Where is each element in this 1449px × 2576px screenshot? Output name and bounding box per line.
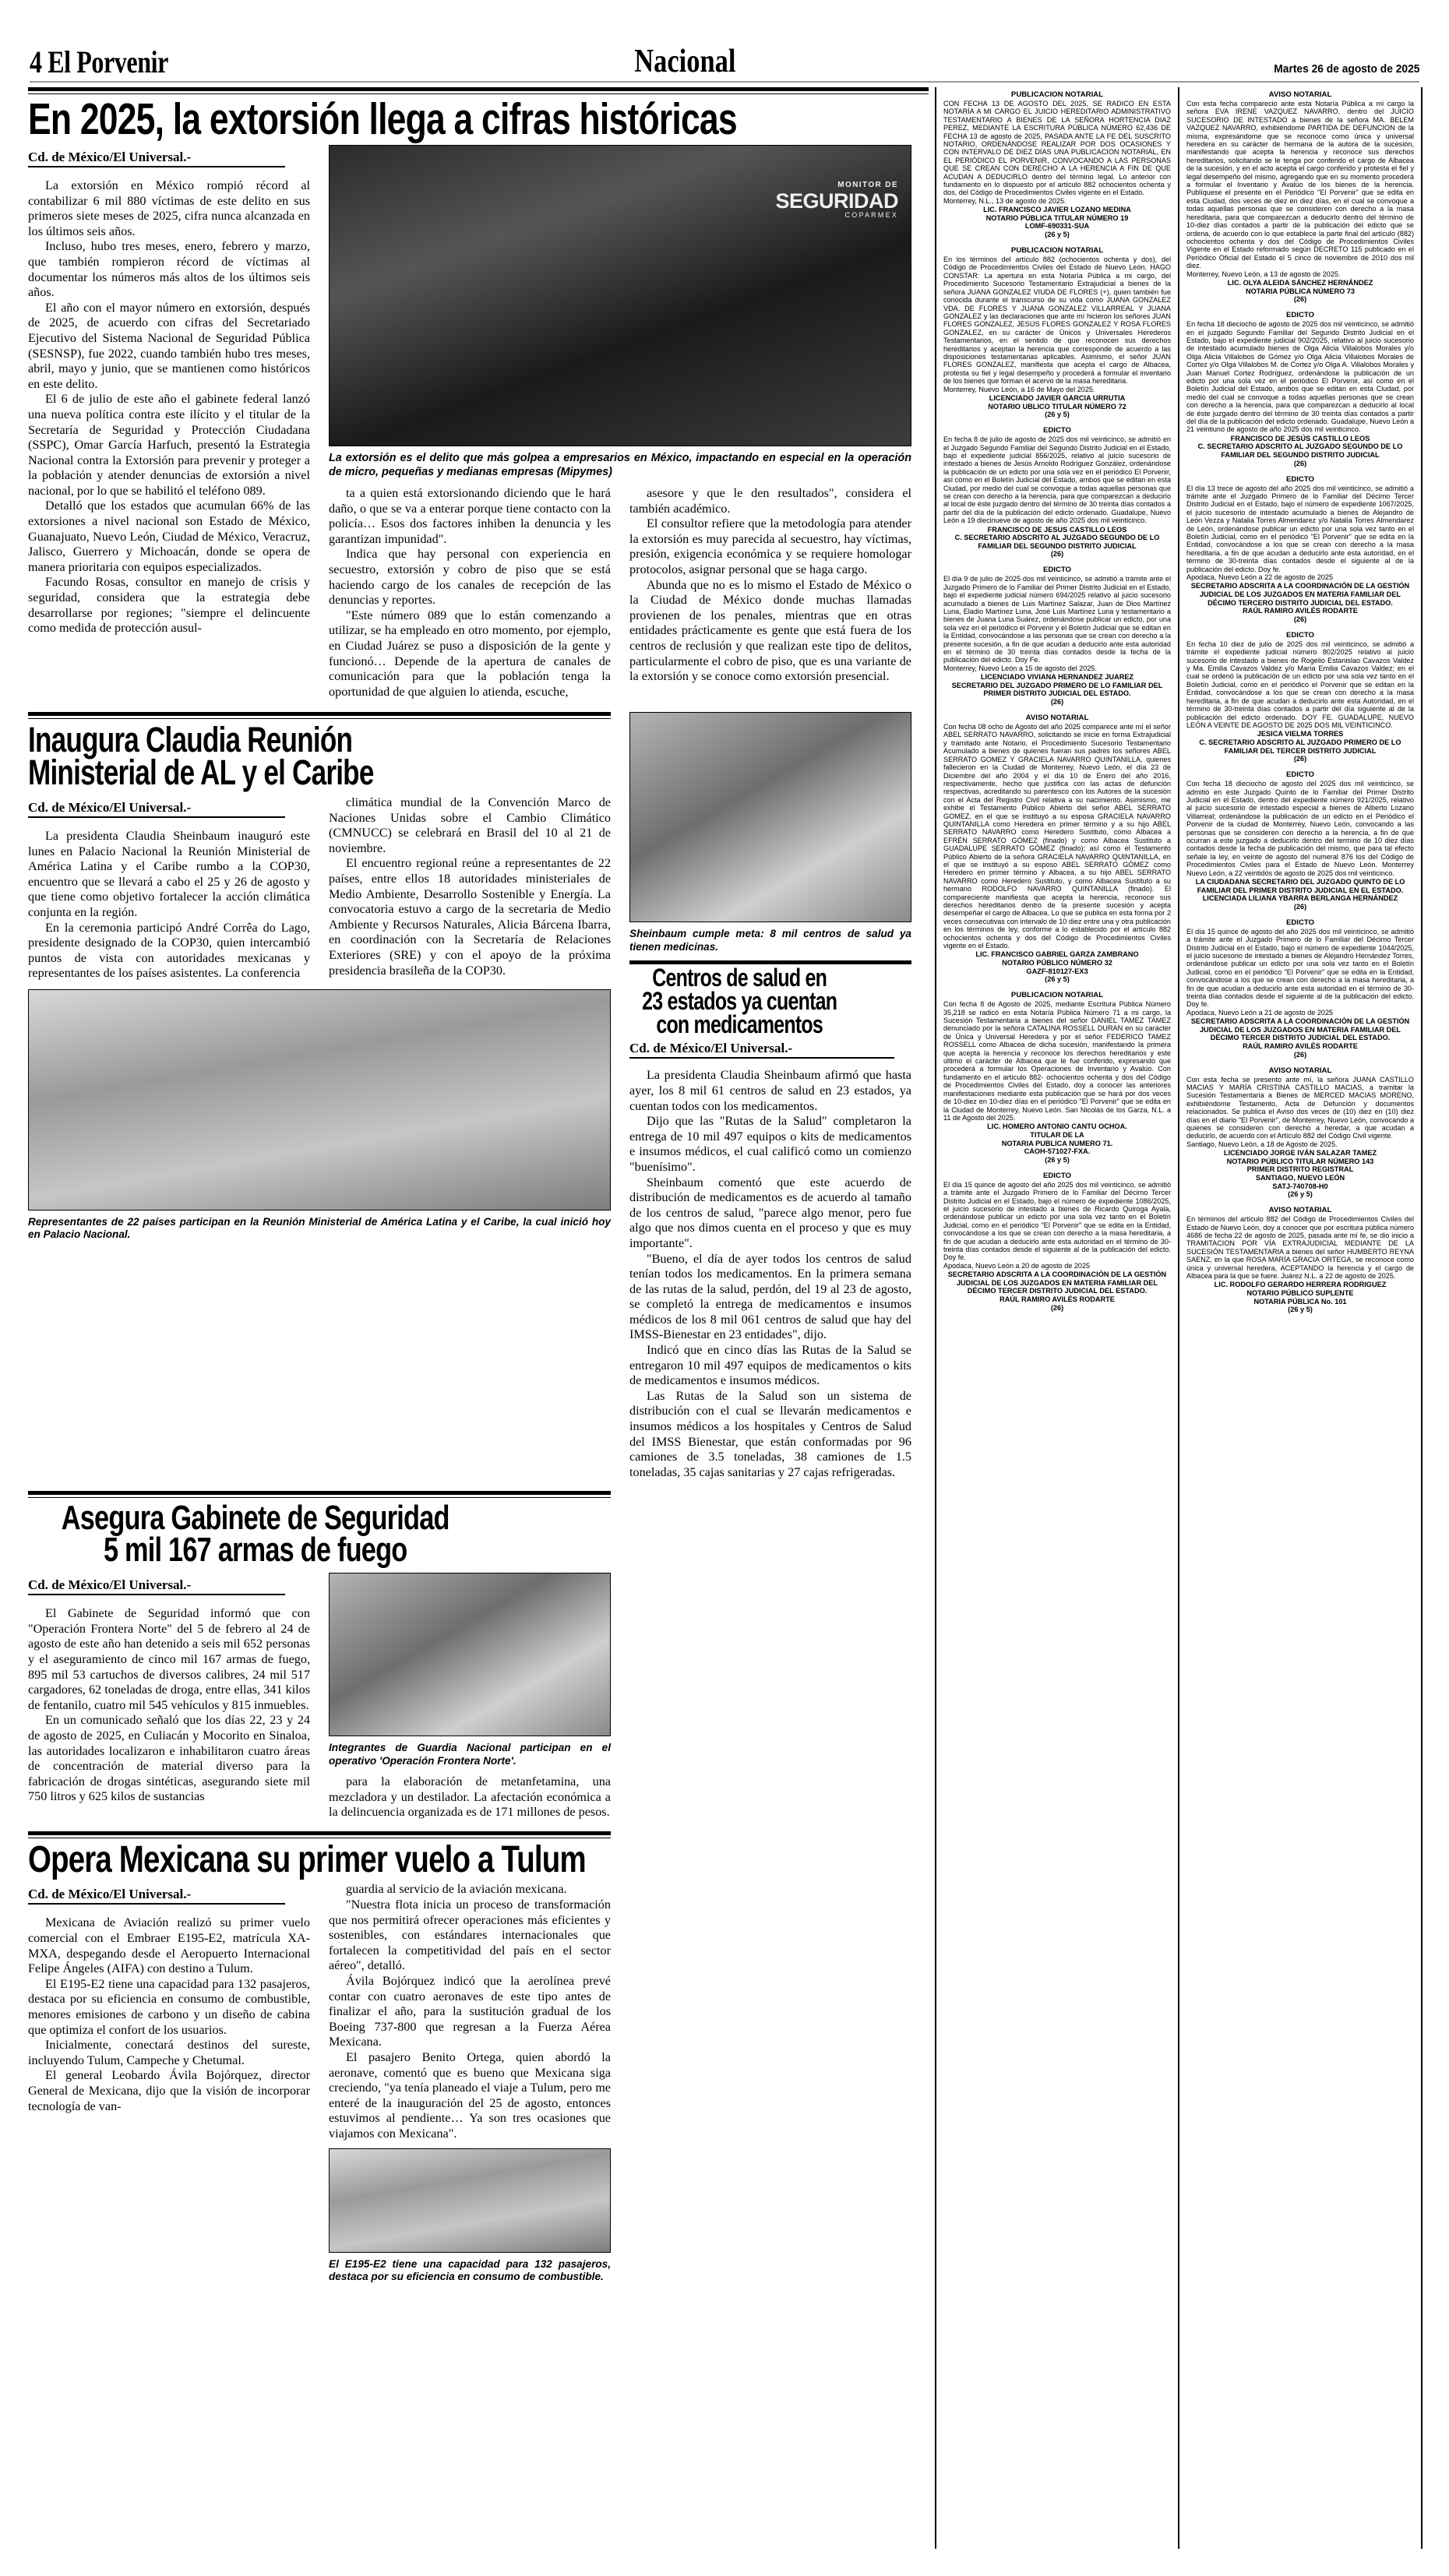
classified-ad-signature: LICENCIADO JORGE IVÁN SALAZAR TAMEZ NOTARIO PÚBLICO TITULAR NÚMERO 143 PRIMER DISTRITO REGISTRAL SANTIAGO, NUEVO LEÓN SATJ-740708-H0 xyxy=(1223,1149,1377,1190)
paragraph: El pasajero Benito Ortega, quien abordó la aeronave, comentó que es bueno que Mexicana siga creciendo, "ya tenía planeado el viaje a Tulum, pero me enteré de la inauguración del 25 de agosto, entonces estuvimos al pendiente… Ya son tres ocasiones que viajamos con Mexicana". xyxy=(329,2049,611,2141)
article-armas-caption: Integrantes de Guardia Nacional participan en el operativo 'Operación Frontera Norte'. xyxy=(329,1742,611,1767)
paragraph: El Gabinete de Seguridad informó que con "Operación Frontera Norte" del 5 de febrero al 24 de agosto de este año han detenido a seis mil 652 personas y el aseguramiento de cinco mil 167 armas de fuego, 895 mil 53 cartuchos de diversos calibres, 24 mil 517 cargadores, 62 toneladas de droga, entre ellas, 341 kilos de fentanilo, cuatro mil 545 vehículos y 815 inmuebles. xyxy=(28,1606,310,1712)
article-salud-caption: Sheinbaum cumple meta: 8 mil centros de salud ya tienen medicinas. xyxy=(629,928,911,953)
article-cop30-col1 xyxy=(28,795,310,981)
article-tulum-col2 xyxy=(329,1882,611,2290)
classified-ad-title: PUBLICACION NOTARIAL xyxy=(1010,246,1104,255)
classified-ad-code: (26 y 5) xyxy=(1288,1306,1313,1314)
paragraph: Ávila Bojórquez indicó que la aerolínea prevé contar con cuatro aeronaves de este tipo antes de finalizar el año, para la sustitución gradual de los Boeing 737-800 que regresan a la Fuerza Aérea Mexicana. xyxy=(329,1974,611,2049)
classified-ad-code: (26 y 5) xyxy=(1045,411,1070,419)
article-tulum-col1 xyxy=(28,1882,310,2290)
paragraph: Dijo que las "Rutas de la Salud" completaron la entrega de 10 mil 497 equipos o kits de medicamentos e insumos médicos, el cual calificó como un comienzo "buenísimo". xyxy=(629,1114,911,1174)
section-rule-thin xyxy=(28,718,611,719)
article-extorsion-col1 xyxy=(28,145,310,700)
photo-overlay-line3: COPARMEX xyxy=(844,210,898,219)
masthead-date: Martes 26 de agosto de 2025 xyxy=(1273,62,1419,76)
section-rule xyxy=(28,1491,611,1495)
classified-ad xyxy=(1186,918,1414,1059)
classified-ad-body: En fecha 18 dieciocho de agosto de 2025 dos mil veinticinco, se admitió en el juzgado Segundo Familiar del Segundo Distrito Judicial en el Estado, bajo el expediente judicial 902/2025, relativo al juicio sucesorio de intestado acumulado bienes de Olga Alicia Villalobos Morales y/o Olga Alicia Villalobos de Gómez y/o Olga Alicia Villalobos Morales de Cortez y/o Olga Villalobos M. de Cortez y/o Olga A. Villalobos Morales y Juan Manuel Cortez Rodríguez, ordenándose la publicación de un edicto por una sola vez en el periódico El Porvenir, así como en el Boletín Judicial del Estado, ambos que se editan en esta Ciudad, por medio del cual se convoque a todas aquellas personas que se crean con derecho a la herencia, para que comparezcan a deducirlo al local de éste juzgado dentro del término de 30 treinta días contados a partir del día de la publicación del edicto ordenado. Guadalupe, Nuevo León a 21 veintiuno de agosto de año 2025 dos mil veinticinco. xyxy=(1186,320,1414,434)
article-armas-headline-line2: 5 mil 167 armas de fuego xyxy=(103,1531,407,1570)
classified-ad-body: Con esta fecha se presento ante mí, la señora JUANA CASTILLO MACIAS Y MARÍA CRISTINA CASTILLO MACIAS, a tramitar la Sucesión Testamentaria a Bienes de MERCED MACIAS MORENO, exhibiéndome Testamento, Acta de Defunción y documentos relacionados. Se publica el Aviso dos veces de (10) diez en (10) diez días en el diario "El Porvenir", de Monterrey, Nuevo León, convocando a quienes se consideren con derecho a heredar, a que acudan a deducirlo, de acuerdo con el Artículo 882 del Código Civil vigente. xyxy=(1186,1075,1414,1140)
classified-ad-signature: SECRETARIO ADSCRITA A LA COORDINACIÓN DE LA GESTIÓN JUDICIAL DE LOS JUZGADOS EN MATERIA FAMILIAR DEL DÉCIMO TERCER DISTRITO JUDICIAL DEL ESTADO. RAÚL RAMIRO AVILÉS RODARTE xyxy=(947,1270,1167,1303)
article-extorsion-byline: Cd. de México/El Universal.- xyxy=(28,150,285,167)
paragraph: "Este número 089 que lo están comenzando a utilizar, se ha empleado en otro momento, por ejemplo, en Ciudad Juárez se puso a disposición de la gente y funcionó… Depende de la apertura de canales de comunicación para que la población tenga la oportunidad de que alguien lo atienda, escuche, xyxy=(329,608,611,699)
article-cop30-headline-line2: Ministerial de AL y el Caribe xyxy=(28,752,374,793)
article-tulum-photo xyxy=(329,2148,611,2253)
article-tulum-byline: Cd. de México/El Universal.- xyxy=(28,1887,285,1905)
paragraph: El E195-E2 tiene una capacidad para 132 pasajeros, destaca por su eficiencia en consumo de combustible, menores emisiones de carbono y un diseño de cabina que optimiza el confort de los usuarios. xyxy=(28,1976,310,2037)
paragraph: Facundo Rosas, consultor en manejo de crisis y seguridad, considera que la estrategia debe desarrollarse por regiones; "siempre el delincuente como medida de protección ausul- xyxy=(28,575,310,636)
article-salud-headline-line2: 23 estados ya cuentan xyxy=(642,986,837,1015)
article-cop30-col2 xyxy=(329,795,611,981)
classified-ad-place-date: Apodaca, Nuevo León a 20 de agosto de 2025 xyxy=(943,1261,1091,1270)
article-armas-col2 xyxy=(329,1573,611,1820)
classified-ad xyxy=(1186,311,1414,467)
photo-overlay-line1: MONITOR DE xyxy=(837,181,898,189)
section-rule xyxy=(28,87,929,91)
classified-ad-body: En los términos del artículo 882 (ochocientos ochenta y dos), del Código de Procedimientos Civiles del Estado de Nuevo León, HAGO CONSTAR: La apertura en esta Notaría Pública a mi cargo, del Procedimiento Sucesorio Testamentario Extrajudicial a bienes de la señora JUANA GONZALEZ VIUDA DE FLORES (+), quien también fue conocida durante el transcurso de su vida como JUANA GONZALEZ VDA. DE FLORES Y JUANA GONZALEZ VILLARREAL Y JUANA GONZALEZ y las declaraciones que ante mí hicieron los señores JUAN FLORES GONZALEZ, JESUS FLORES GONZALEZ Y ROSA FLORES GONZALEZ, en su carácter de Únicos y Universales Herederos Testamentarios, en el sentido de que reconocen sus derechos hereditarios y aceptan la herencia que corresponde de acuerdo a las disposiciones testamentarias aplicables. Asimismo, el señor JUAN FLORES GONZALEZ, manifiesta que acepta el cargo de Albacea, protesta su fiel y legal desempeño y procederá a formular el inventario de los bienes que forman el acervo de la masa hereditaria. xyxy=(943,255,1171,386)
article-extorsion-col2 xyxy=(329,486,611,700)
paragraph: Incluso, hubo tres meses, enero, febrero y marzo, que también rompieron récord de víctimas al documentar los números más altos de los últimos seis años. xyxy=(28,239,310,300)
paragraph: La extorsión en México rompió récord al contabilizar 6 mil 880 víctimas de este delito en sus primeros siete meses de 2025, cifra nunca alcanzada en los últimos seis años. xyxy=(28,178,310,238)
classified-ad-place-date: Monterrey, Nuevo León, a 16 de Mayo del 2025. xyxy=(943,385,1095,393)
classified-ad-body: El día 13 trece de agosto del año 2025 dos mil veinticinco, se admitió a trámite ante el Juzgado Primero de lo Familiar del Décimo Tercer Distrito Judicial en el Estado, bajo el número de expediente 1067/2025, el juicio sucesorio de intestado acumulado a bienes de Alejandro de León Vezza y Natalia Torres Almendarez y/o Natalia Torres Almendarez de León, ordenándose publicar un edicto por una sola vez tanto en el Boletín Judicial, como en el periódico "El Porvenir" que se edita en la Entidad, convocándose a los que se crean con derecho a la masa hereditaria, a fin de que acudan a deducirlo ante esta autoridad, en el término de 30-treinta días contados desde el siguiente al de la publicación del edicto. Doy fe. xyxy=(1186,484,1414,573)
masthead-divider xyxy=(30,81,1419,83)
classified-ad-code: (26 y 5) xyxy=(1045,231,1070,239)
article-cop30 xyxy=(28,712,611,1480)
paragraph: La presidenta Claudia Sheinbaum inauguró este lunes en Palacio Nacional la Reunión Ministerial de América Latina y el Caribe rumbo a la COP30, encuentro que se llevará a cabo el 25 y 26 de agosto y que tiene como objetivo fortalecer la acción climática conjunta en la región. xyxy=(28,829,310,919)
classified-ad-title: EDICTO xyxy=(1285,918,1315,927)
paragraph: Abunda que no es lo mismo el Estado de México o la Ciudad de México donde muchas llamadas provienen de los penales, mientras que en otras entidades prácticamente es gente que está fuera de los centros de reclusión y que realizan este tipo de delitos, particularmente el cobro de piso, que es una variante de la extorsión y se conoce como extorsión presencial. xyxy=(629,577,911,684)
article-cop30-byline: Cd. de México/El Universal.- xyxy=(28,800,285,818)
classified-ad-body: En términos del artículo 882 del Código de Procedimientos Civiles del Estado de Nuevo León, doy a conocer que por escritura pública número 4686 de fecha 22 de agosto de 2025, pasada ante mí fe, se dio inicio a TRAMITACION POR VÍA EXTRAJUDICIAL MEDIANTE DE LA SUCESIÓN TESTAMENTARIA a bienes del señor HUMBERTO REYNA SAENZ, en la que ROSA MARÍA GRACIA ORTEGA, se reconoce como única y universal heredera, ACEPTANDO la herencia y el cargo de Albacea para la que se fuere. Juárez N.L. a 22 de agosto de 2025. xyxy=(1186,1215,1414,1281)
classified-ad-body: Con esta fecha comparecio ante esta Notaría Pública a mi cargo la señora EVA IRENE VAZQUEZ NAVARRO, dentro del JUICIO SUCESORIO DE INTESTADO a bienes de la señora MA. BELEM VAZQUEZ NAVARRO, exhibiéndome PARTIDA DE DEFUNCION de la misma, expresándome que se reconoce como única y universal heredera en su carácter de hermana de la autora de la sucesión, manifestando que acepta la herencia y reconoce sus derechos hereditarios, solicitando se le tenga por conferido el cargo de Albacea de la sucesión, y en el acto acepta el cargo conferido y protesta el fiel y legal desempeño del mismo, agregando que en su momento procederá a formular el Inventario y Avalúo de los bienes de la herencia. Publíquese el presente en el Periódico "El Porvenir" que se edita en esta Ciudad, dos veces de diez en diez días, en el cual se convoque a todas aquellas personas que se consideren con derecho a la masa hereditaria, para que comparezcan a deducirlo dentro del término de 10-diez días contados a partir de la publicación del edicto que se ordena, de acuerdo con lo que establece la parte final del artículo (882) ochocientos ochenta y dos del Código de Procedimientos Civiles Vigente en el Estado reformado según DECRETO 115 publicado en el Periódico Oficial del Estado el 5 cinco de noviembre de 2010 dos mil diez. xyxy=(1186,100,1414,270)
classified-ads-column-1 xyxy=(935,87,1178,2549)
classified-ad-title: EDICTO xyxy=(1042,1171,1072,1180)
article-salud-byline: Cd. de México/El Universal.- xyxy=(629,1041,894,1059)
article-armas xyxy=(28,1491,611,1820)
classified-ad xyxy=(943,426,1171,559)
paragraph: climática mundial de la Convención Marco de Naciones Unidas sobre el Cambio Climático (CMNUCC) se celebrará en Brasil del 10 al 21 de noviembre. xyxy=(329,795,611,855)
classified-ad-title: PUBLICACION NOTARIAL xyxy=(1010,90,1104,99)
section-rule xyxy=(28,1831,611,1835)
classified-ad-title: AVISO NOTARIAL xyxy=(1268,90,1332,99)
classified-ad-code: (26) xyxy=(1293,459,1307,467)
classified-ad-body: El día 9 de julio de 2025 dos mil veinticinco, se admitió a trámite ante el Juzgado Primero de lo Familiar del Primer Distrito Judicial en el Estado, bajo el expediente judicial número 694/2025 relativo al juicio sucesorio acumulado a bienes de Luis Martínez Salazar, Juan de Dios Martínez Luna, Eladio Martínez Luna, José Luis Martínez Luna y testamentario a bienes de Juana Luna Suárez, ordenándose publicar un edicto, por una sola vez en el periódico el Porvenir y el Boletín Judicial que se editan en la Entidad, convocándose a las personas que se crean con derecho a la presente sucesión, a fin de que acudan a deducirlo ante esta autoridad en el término de 30 treinta días contados desde la fecha de la publicación del edicto. Doy Fe. xyxy=(943,575,1171,664)
classified-ad xyxy=(943,714,1171,984)
classified-ad-title: EDICTO xyxy=(1285,630,1315,640)
photo-overlay-caption xyxy=(775,181,898,219)
classified-ad-code: (26) xyxy=(1293,755,1307,763)
classified-ad xyxy=(943,90,1171,239)
classified-ad-place-date: Santiago, Nuevo León, a 18 de Agosto de 2025. xyxy=(1186,1140,1338,1148)
classified-ads-zone xyxy=(935,87,1423,2549)
classified-ad-code: (26) xyxy=(1050,698,1064,707)
paragraph: El encuentro regional reúne a representantes de 22 países, entre ellos 18 autoridades ministeriales de Medio Ambiente, Desarrollo Sostenible y Energía. La convocatoria estuvo a cargo de la secretaria de Medio Ambiente y Recursos Naturales, Alicia Bárcena Ibarra, en coordinación con la Secretaría de Relaciones Exteriores (SRE) y con el apoyo de la próxima presidencia brasileña de la COP30. xyxy=(329,856,611,978)
classified-ad xyxy=(943,246,1171,419)
article-extorsion-caption: La extorsión es el delito que más golpea a empresarios en México, impactando en especial en la operación de micro, pequeñas y medianas empresas (Mipymes) xyxy=(329,452,911,478)
paragraph: Inicialmente, conectará destinos del sureste, incluyendo Tulum, Campeche y Chetumal. xyxy=(28,2038,310,2067)
paragraph: Las Rutas de la Salud son un sistema de distribución con el cual se llevarán medicamentos e insumos médicos a los hospitales y Centros de Salud del IMSS Bienestar, que están conformadas por 96 camiones de 3.5 toneladas, 38 camiones de 1.5 toneladas, 35 cajas sanitarias y 27 cajas refrigeradas. xyxy=(629,1388,911,1479)
article-cop30-headline-line1: Inaugura Claudia Reunión xyxy=(28,720,353,760)
classified-ad-title: EDICTO xyxy=(1042,566,1072,575)
classified-ad xyxy=(943,1172,1171,1313)
paragraph: El general Leobardo Ávila Bojórquez, director General de Mexicana, dijo que la visión de incorporar tecnología de van- xyxy=(28,2068,310,2113)
article-extorsion xyxy=(28,87,929,700)
classified-ad-title: EDICTO xyxy=(1285,474,1315,484)
photo-overlay-line2: SEGURIDAD xyxy=(775,189,898,213)
paragraph: El 6 de julio de este año el gabinete federal lanzó una nueva política contra este ilícito y el titular de la Secretaría de Seguridad y Protección Ciudadana (SSPC), Omar García Harfuch, presentó la Estrategia Nacional contra la Extorsión para prevenir y proteger a la población y atender denuncias de extorsión a nivel nacional, por lo que se habilitó el teléfono 089. xyxy=(28,392,310,498)
article-armas-byline: Cd. de México/El Universal.- xyxy=(28,1577,285,1595)
classified-ad-signature: LA CIUDADANA SECRETARIO DEL JUZGADO QUINTO DE LO FAMILIAR DEL PRIMER DISTRITO JUDICIAL EN EL ESTADO. LICENCIADA LILIANA YBARRA BERLANGA HERNÁNDEZ xyxy=(1195,877,1405,903)
classified-ad xyxy=(1186,475,1414,624)
classified-ad xyxy=(1186,631,1414,763)
classified-ad-signature: LICENCIADO VIVIANA HERNANDEZ JUAREZ SECRETARIO DEL JUZGADO PRIMERO DE LO FAMILIAR DEL PRIMER DISTRITO JUDICIAL DEL ESTADO. xyxy=(951,673,1163,698)
paragraph: asesore y que le den resultados", considera el también académico. xyxy=(629,486,911,516)
classified-ad-signature: SECRETARIO ADSCRITA A LA COORDINACIÓN DE LA GESTIÓN JUDICIAL DE LOS JUZGADOS EN MATERIA FAMILIAR DEL DÉCIMO TERCER DISTRITO JUDICIAL DEL ESTADO. RAÚL RAMIRO AVILÉS RODARTE xyxy=(1190,1017,1410,1050)
paragraph: Detalló que los estados que acumulan 66% de las extorsiones a nivel nacional son Estado de México, Guanajuato, Nuevo León, Ciudad de México, Veracruz, Jalisco, Guerrero y Michoacán, donde se opera de manera prioritaria con equipos especializados. xyxy=(28,499,310,574)
classified-ad-code: (26) xyxy=(1293,295,1307,304)
classified-ad xyxy=(1186,1066,1414,1200)
section-rule-thin xyxy=(28,1497,611,1498)
paragraph: ta a quien está extorsionando diciendo que le hará daño, o que se va a enterar porque tiene contacto con la policía… Esos dos factores inhiben la denuncia y les garantizan impunidad". xyxy=(329,486,611,546)
classified-ad-code: (26 y 5) xyxy=(1045,975,1070,984)
classified-ad-place-date: Monterrey, Nuevo León, a 13 de agosto de 2025. xyxy=(1186,270,1341,278)
classified-ad xyxy=(1186,1206,1414,1314)
classified-ad-signature: LICENCIADO JAVIER GARCIA URRUTIA NOTARIO UBLICO TITULAR NÚMERO 72 xyxy=(988,393,1126,411)
paragraph: "Nuestra flota inicia un proceso de transformación que nos permitirá ofrecer operaciones más eficientes y sostenibles, con estándares internacionales que fortalecen la competitividad del país en el sector aéreo", detalló. xyxy=(329,1898,611,1973)
classified-ad-code: (26 y 5) xyxy=(1045,1155,1070,1164)
classified-ad-place-date: Apodaca, Nuevo León a 21 de agosto de 2025 xyxy=(1186,1008,1334,1017)
masthead xyxy=(30,33,1419,78)
paragraph: El consultor refiere que la metodología para atender la extorsión es muy parecida al secuestro, hay víctimas, presión, exigencia económica y se requiere homologar protocolos, asignar personal que se haga cargo. xyxy=(629,516,911,576)
classified-ad-place-date: Monterrey, Nuevo León a 15 de agosto del 2025. xyxy=(943,664,1097,672)
classified-ad-code: (26) xyxy=(1050,1303,1064,1312)
paragraph: "Bueno, el día de ayer todos los centros de salud tenían todos los medicamentos. En la primera semana de las rutas de la salud, perdón, del 19 al 23 de agosto, se completó la entrega de medicamentos e insumos médicos de los 8 mil 061 centros de salud que hay del IMSS-Bienestar en 23 entidades", dijo. xyxy=(629,1251,911,1342)
classified-ad-signature: SECRETARIO ADSCRITA A LA COORDINACIÓN DE LA GESTIÓN JUDICIAL DE LOS JUZGADOS EN MATERIA FAMILIAR DEL DÉCIMO TERCERO DISTRITO JUDICIAL DEL ESTADO. RAÚL RAMIRO AVILÉS RODARTE xyxy=(1190,582,1410,615)
masthead-section-title: Nacional xyxy=(634,44,736,79)
article-extorsion-headline: En 2025, la extorsión llega a cifras históricas xyxy=(28,94,737,144)
paragraph: para la elaboración de metanfetamina, una mezcladora y un destilador. La afectación económica a la delincuencia organizada es de 171 millones de pesos. xyxy=(329,1774,611,1820)
paragraph: Sheinbaum comentó que este acuerdo de distribución de medicamentos es de acuerdo al tamaño de los centros de salud, "parece algo menor, pero fue algo que nos dimos cuenta en el proceso y que es muy importante". xyxy=(629,1175,911,1250)
classified-ad-title: EDICTO xyxy=(1285,770,1315,780)
article-armas-headline-line1: Asegura Gabinete de Seguridad xyxy=(61,1499,450,1538)
classified-ad-title: PUBLICACION NOTARIAL xyxy=(1010,991,1104,1000)
classified-ad xyxy=(1186,770,1414,911)
paragraph: guardia al servicio de la aviación mexicana. xyxy=(346,1882,567,1897)
article-salud-headline-line3: con medicamentos xyxy=(656,1010,823,1038)
classified-ad-title: EDICTO xyxy=(1285,311,1315,320)
classified-ad-signature: LIC. FRANCISCO JAVIER LOZANO MEDINA NOTARIO PÚBLICA TITULAR NÚMERO 19 LOMF-690331-SUA xyxy=(983,206,1131,231)
classified-ad-code: (26 y 5) xyxy=(1288,1190,1313,1199)
paragraph: Indica que hay personal con experiencia en secuestro, extorsión y cobro de piso que se está haciendo cargo de los canales de recepción de las denuncias y reportes. xyxy=(329,547,611,608)
article-tulum-headline: Opera Mexicana su primer vuelo a Tulum xyxy=(28,1838,586,1880)
classified-ad-signature: LIC. FRANCISCO GABRIEL GARZA ZAMBRANO NOTARIO PÚBLICO NÚMERO 32 GAZF-810127-EX3 xyxy=(975,950,1139,975)
classified-ad-body: El día 15 quince de agosto del año 2025 dos mil veinticinco, se admitió a trámite ante el Juzgado Primero de lo Familiar del Décimo Tercer Distrito Judicial en el Estado, bajo el número de expediente 1086/2025, el juicio sucesorio de intestado a bienes de Ricardo Quiroga Ayala, ordenándose publicar un edicto por una sola vez tanto en el Boletín Judicial, como en el periódico "El Porvenir" que se edita en la Entidad, convocándose a los que se crean con derecho a la masa hereditaria, a fin de que acudan a deducirlo ante esta autoridad en el término de 30-treinta días contados desde el siguiente al de la publicación del edicto. Doy fe. xyxy=(943,1180,1171,1262)
classified-ad-place-date: Apodaca, Nuevo León a 22 de agosto de 2025 xyxy=(1186,573,1334,582)
classified-ad-body: El día 15 quince de agosto del año 2025 dos mil veinticinco, se admitió a trámite ante el Juzgado Primero de lo Familiar del Décimo Tercer Distrito Judicial en el Estado, bajo el número de expediente 1044/2025, el juicio sucesorio de intestado a bienes de Alejandro Hernández Torres, ordenándose publicar un edicto por una sola vez tanto en el Boletín Judicial, como en el periódico "El Porvenir" que se edita en la Entidad, convocándose a los que se crean con derecho a la masa hereditaria, a fin de que acudan a deducirlo ante esta autoridad en el término de 30-treinta días contados desde el siguiente al de la publicación del edicto. Doy fe. xyxy=(1186,927,1414,1009)
classified-ad-body: Con fecha 18 dieciocho de agosto del 2025 dos mil veinticinco, se admitió en este Juzgado Quinto de lo Familiar del Primer Distrito Judicial en el Estado, dentro del expediente número 921/2025, relativo al juicio sucesorio de intestado especial a bienes de Alberto Lozano Villarreal; ordenándose la publicación de un edicto en el Periódico el Porvenir de la ciudad de Monterrey, Nuevo León, convocando a las personas que se consideren con derecho a la herencia, a fin de que ocurran a este juzgado a deducirlo dentro del termino de 10 diez días contados desde la fecha de publicación del mismo, que para tal efecto señale la ley, en veinte de agosto del numeral 876 los del Código de Procedimientos Civiles para el Estado de Nuevo León. Monterrey Nuevo León, a 22 veintidós de agosto de 2025 dos mil veinticinco. xyxy=(1186,780,1414,877)
classified-ad-signature: FRANCISCO DE JESUS CASTILLO LEOS C. SECRETARIO ADSCRITO AL JUZGADO SEGUNDO DE LO FAMILIAR DEL SEGUNDO DISTRITO JUDICIAL xyxy=(954,525,1160,550)
article-tulum xyxy=(28,1831,611,2291)
paragraph: Indicó que en cinco días las Rutas de la Salud se entregaron 10 mil 497 equipos de medicamentos o kits de medicamentos e insumos médicos. xyxy=(629,1343,911,1388)
classified-ad-title: AVISO NOTARIAL xyxy=(1268,1206,1332,1215)
masthead-paper-name: 4 El Porvenir xyxy=(30,44,168,79)
section-rule xyxy=(28,712,611,716)
article-tulum-caption: El E195-E2 tiene una capacidad para 132 pasajeros, destaca por su eficiencia en consumo de combustible. xyxy=(329,2257,611,2282)
classified-ad-code: (26) xyxy=(1050,550,1064,559)
article-salud-photo xyxy=(629,712,911,922)
classified-ad-title: EDICTO xyxy=(1042,426,1072,435)
classified-ad-title: AVISO NOTARIAL xyxy=(1025,714,1089,723)
article-armas-photo xyxy=(329,1573,611,1736)
classified-ad-signature: LIC. RODOLFO GERARDO HERRERA RODRIGUEZ NOTARIO PÚBLICO SUPLENTE NOTARIA PÚBLICA No. 101 xyxy=(1214,1281,1387,1306)
classified-ad-signature: JESICA VIELMA TORRES C. SECRETARIO ADSCRITO AL JUZGADO PRIMERO DE LO FAMILIAR DEL TERCER DISTRITO JUDICIAL xyxy=(1199,730,1401,755)
classified-ad-code: (26) xyxy=(1293,902,1307,911)
classified-ad xyxy=(1186,90,1414,304)
classified-ad-body: Con fecha 8 de Agosto de 2025, mediante Escritura Pública Número 35,218 se radicó en esta Notaría Pública Número 71 a mi cargo, la Sucesión Testamentaria a bienes del señor DANIEL TAMEZ TAMEZ denunciado por la señora CATALINA ROSSELL DURAN en su carácter de Única y Universal Heredera y por el señor FEDERICO TAMEZ ROSSELL como Albacea de dicha sucesión, manifestando la primera que acepta la herencia y reconoce los derechos hereditarios y este último el carácter de Albacea que le fue conferido, expresando que procederá a formular los Operaciones de Inventario y Avalúo. Con fundamento en el artículo 882- ochocientos ochenta y dos del Código de Procedimientos Civiles del Estado, doy a conocer las anteriores manifestaciones mediante esta publicación que se hará por dos veces de 10-diez en 10-diez días en el periódico "El Porvenir" que se edita en la Ciudad de Monterrey, Nuevo León. San Nicolás de los Garza, N.L. a 11 de Agosto del 2025. xyxy=(943,1000,1171,1122)
classified-ads-column-2 xyxy=(1178,87,1421,2549)
classified-ad xyxy=(943,991,1171,1164)
classified-ad-body: CON FECHA 13 DE AGOSTO DEL 2025, SE RADICO EN ESTA NOTARÍA A MI CARGO EL JUICIO HEREDITARIO ADMINISTRATIVO TESTAMENTARIO A BIENES DE LA SEÑORA HORTENCIA DIAZ PEREZ, MEDIANTE LA ESCRITURA PÚBLICA NÚMERO 62,436 DE FECHA 13 de agosto de 2025, PASADA ANTE LA FE DEL SUSCRITO NOTARIO, ORDENÁNDOSE REALIZAR POR DOS OCASIONES Y CON INTERVALO DE DIEZ DÍAS UNA PUBLICACION NOTARIAL, EN EL PERIÓDICO EL PORVENIR, CONVOCANDO A LAS PERSONAS QUE SE CREAN CON DERECHO A LA HERENCIA A FIN DE QUE ACUDAN A DEDUCIRLO dentro del término legal. Lo anterior con fundamento en lo dispuesto por el artículo 882 ochocientos ochenta y dos, del Código de Procedimientos Civiles vigente en el Estado. xyxy=(943,100,1171,197)
paragraph: Mexicana de Aviación realizó su primer vuelo comercial con el Embraer E195-E2, matrícula XA-MXA, despegando desde el Aeropuerto Internacional Felipe Ángeles (AIFA) con destino a Tulum. xyxy=(28,1915,310,1976)
editorial-zone xyxy=(28,87,929,2549)
classified-ad-body: En fecha 8 de julio de agosto de 2025 dos mil veinticinco, se admitió en el Juzgado Segundo Familiar del Segundo Distrito Judicial en el Estado, bajo el expediente judicial 856/2025, relativo al juicio sucesorio de intestado a bienes de Jesús Arnoldo Rodríguez González, ordenándose la publicación de un edicto por una sola vez en el periódico El Porvenir, así como en el Boletín Judicial del Estado, ambos que se editan en esta Ciudad, por medio del cual se convoque a todas aquellas personas que se crean con derecho a la herencia, para que comparezcan a deducirlo al local de éste juzgado dentro del término de 30 treinta días contados a partir del día de la publicación del edicto ordenado. Guadalupe, Nuevo León a 19 diecinueve de agosto de año 2025 dos mil veinticinco. xyxy=(943,435,1171,525)
paragraph: En la ceremonia participó André Corrêa do Lago, presidente designado de la COP30, quien intercambió puntos de vista con autoridades mexicanas y representantes de los países asistentes. La conferencia xyxy=(28,920,310,981)
classified-ad-place-date: Monterrey, N.L., 13 de agosto de 2025. xyxy=(943,196,1066,205)
article-extorsion-photo xyxy=(329,145,911,446)
classified-ad-signature: LIC. HOMERO ANTONIO CANTU OCHOA. TITULAR DE LA NOTARIA PUBLICA NUMERO 71. CAOH-571027-FXA. xyxy=(987,1122,1127,1156)
classified-ad-body: Con fecha 08 ocho de Agosto del año 2025 comparece ante mí el señor ABEL SERRATO NAVARRO, solicitando se inicie en forma Extrajudicial y tramitado ante Notario, el Procedimiento Sucesorio Testamentario Acumulado a bienes de quienes fueran sus padres los señores ABEL SERRATO GOMEZ Y GRACIELA NAVARRO QUINTANILLA, quienes fallecieron en la Ciudad de Monterrey, Nuevo León, el día 23 de Diciembre del año 2004 y el día 10 de Enero del año 2016, respectivamente, hecho que justifica con las actas de defunción respectivas, acreditando su parentesco con los Autores de la sucesión con el Acta del Registro Civil relativa a su nacimiento. Asimismo, me exhibe el Testamento Público Abierto del señor ABEL SERRATO GOMEZ, en el que se instituyó a su esposa GRACIELA NAVARRO QUINTANILLA como Heredera en primer término y a su hijo ABEL SERRATO NAVARRO como Heredero Sustituto, como Albacea a EFRÉN SERRATO GÓMEZ (finado) y como Albacea Sustituto a GUADALUPE SERRATO GÓMEZ (finado); así como el Testamento Público Abierto de la señora GRACIELA NAVARRO QUINTANILLA, en el que se instituyó a su esposo ABEL SERRATO GÓMEZ como Heredero en primer término y Albacea, a su hijo ABEL SERRATO NAVARRO como Heredero Sustituto, y como Albacea Sustituto a su hermano RODOLFO NAVARRO QUINTANILLA (finado). El compareciente manifiesta que acepta la herencia, reconoce sus derechos hereditarios dentro de la presente sucesión y acepta desempeñar el cargo de Albacea. Lo que se publica en esta forma por 2 veces consecutivas con intervalo de 10 diez entre una y otra publicación en los términos de ley, conforme a lo establecido por el artículo 882 ochocientos ochenta y dos del Código de Procedimientos Civiles vigente en el Estado. xyxy=(943,723,1171,950)
article-cop30-photo xyxy=(28,989,611,1210)
classified-ad-signature: LIC. OLYA ALEIDA SÁNCHEZ HERNÁNDEZ NOTARIA PÚBLICA NÚMERO 73 xyxy=(1227,278,1373,295)
paragraph: En un comunicado señaló que los días 22, 23 y 24 de agosto de 2025, en Culiacán y Mocorito en Sinaloa, las autoridades localizaron e inhabilitaron cuatro áreas de concentración de material diverso para la fabricación de drogas sintéticas, asegurando siete mil 750 litros y 625 kilos de sustancias xyxy=(28,1713,310,1804)
classified-ad-signature: FRANCISCO DE JESÚS CASTILLO LEOS C. SECRETARIO ADSCRITO AL JUZGADO SEGUNDO DE LO FAMILIAR DEL SEGUNDO DISTRITO JUDICIAL xyxy=(1197,434,1403,459)
article-armas-col1 xyxy=(28,1573,310,1820)
article-salud xyxy=(629,712,911,1480)
article-salud-headline-line1: Centros de salud en xyxy=(652,964,827,992)
classified-ad-code: (26) xyxy=(1293,615,1307,623)
classified-ad xyxy=(943,566,1171,707)
classified-ad-title: AVISO NOTARIAL xyxy=(1268,1066,1332,1075)
paragraph: El año con el mayor número en extorsión, después de 2025, de acuerdo con cifras del Secretariado Ejecutivo del Sistema Nacional de Seguridad Pública (SESNSP), fue 2022, cuando también hubo tres meses, abril, mayo y junio, que se mantienen como históricos en este delito. xyxy=(28,300,310,391)
classified-ad-code: (26) xyxy=(1293,1050,1307,1059)
classified-ad-body: En fecha 10 diez de julio de 2025 dos mil veinticinco, se admitió a trámite el expediente judicial número 802/2025 relativo al juicio sucesorio de intestado a bienes de Rogelio Estanislao Cavazos Valdez y Ma. Emilia Cavazos Valdez y/o María Emilia Cavazos Valdez; en el cual se ordenó la publicación de un edicto por una sola vez tanto en el Boletín Judicial, como en el periódico el Porvenir que se editan en la Entidad, convocándose a los que se crean con derecho a la masa hereditaria, a fin de que acudan a deducirlo ante esta Autoridad, en el término de 30-treinta días contados a partir del día siguiente al de la publicación del edicto ordenado. DOY FE. GUADALUPE, NUEVO LEÓN A VEINTE DE AGOSTO DE 2025 DOS MIL VEINTICINCO. xyxy=(1186,640,1414,729)
paragraph: La presidenta Claudia Sheinbaum afirmó que hasta ayer, los 8 mil 61 centros de salud en 23 estados, ya cuentan todos con los medicamentos. xyxy=(629,1068,911,1113)
article-extorsion-col3 xyxy=(629,486,911,700)
article-cop30-caption: Representantes de 22 países participan en la Reunión Ministerial de América Latina y el Caribe, la cual inició hoy en Palacio Nacional. xyxy=(28,1215,611,1241)
